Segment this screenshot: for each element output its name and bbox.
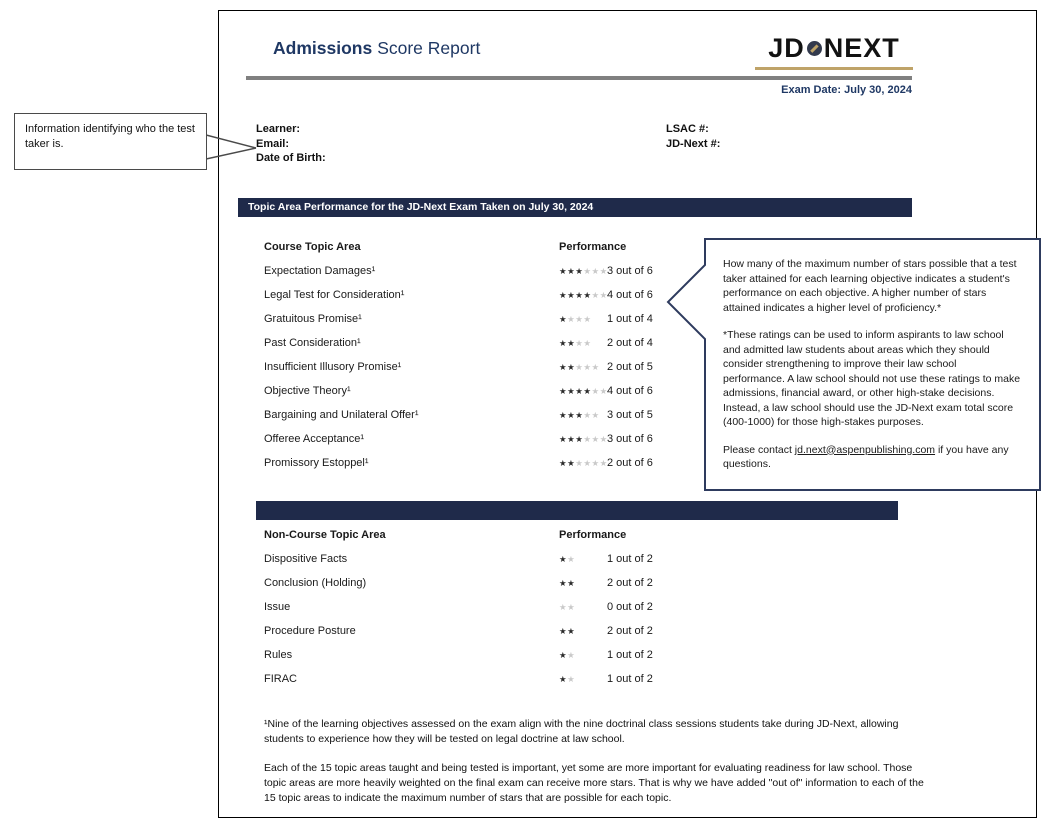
score-label: 1 out of 2 bbox=[607, 673, 653, 685]
star-rating: ★★ bbox=[559, 673, 576, 684]
topic-label: Issue bbox=[264, 601, 291, 613]
table-row bbox=[264, 667, 884, 691]
topic-performance-section-bar: Topic Area Performance for the JD-Next Exam Taken on July 30, 2024 bbox=[238, 198, 912, 217]
score-label: 1 out of 2 bbox=[607, 553, 653, 565]
star-rating: ★★ bbox=[559, 553, 576, 564]
star-rating: ★★ bbox=[559, 649, 576, 660]
header-divider-rule bbox=[246, 76, 912, 80]
score-label: 3 out of 5 bbox=[607, 409, 653, 421]
score-label: 0 out of 2 bbox=[607, 601, 653, 613]
topic-label: Expectation Damages¹ bbox=[264, 265, 376, 277]
footnote-2: Each of the 15 topic areas taught and being tested is important, yet some are more important for evaluating readiness for law school. Those topic areas are more heavily weighted on the final exam can receive more stars. That is why we have added "out of" information to each of the 15 topic areas to indicate the maximum number of stars that are possible for each topic. bbox=[264, 762, 924, 804]
contact-text-post: if you have any questions. bbox=[723, 443, 1009, 470]
score-label: 4 out of 6 bbox=[607, 385, 653, 397]
score-label: 2 out of 5 bbox=[607, 361, 653, 373]
learner-field-block bbox=[256, 122, 326, 166]
footnotes bbox=[264, 717, 924, 820]
star-rating: ★★★★★★ bbox=[559, 433, 608, 444]
non-course-topic-table bbox=[264, 523, 884, 691]
page-title-bold: Admissions bbox=[273, 38, 373, 58]
topic-label: FIRAC bbox=[264, 673, 297, 685]
star-rating: ★★★★★★ bbox=[559, 289, 608, 300]
jdnext-number-label: JD-Next #: bbox=[666, 137, 721, 150]
identity-callout bbox=[14, 113, 207, 170]
non-course-section-bar bbox=[256, 501, 898, 520]
topic-label: Procedure Posture bbox=[264, 625, 356, 637]
logo-jd-text: JD bbox=[768, 33, 805, 63]
topic-label: Legal Test for Consideration¹ bbox=[264, 289, 405, 301]
table-row bbox=[264, 643, 884, 667]
id-field-block bbox=[666, 122, 720, 151]
learner-label: Learner: bbox=[256, 123, 301, 135]
jdnext-compass-icon bbox=[807, 41, 822, 56]
stars-callout-paragraph-1: How many of the maximum number of stars possible that a test taker attained for each learning objective indicates a student's performance on each objective. A higher number of stars attained indicates a higher level of proficiency.* bbox=[723, 258, 1017, 314]
table-row bbox=[264, 619, 884, 643]
jdnext-logo bbox=[755, 35, 913, 70]
topic-label: Dispositive Facts bbox=[264, 553, 348, 565]
table-row bbox=[264, 571, 884, 595]
star-rating: ★★★★★★ bbox=[559, 265, 608, 276]
dob-label: Date of Birth: bbox=[256, 152, 326, 164]
identity-callout-pointer bbox=[206, 126, 260, 170]
star-rating: ★★ bbox=[559, 577, 576, 588]
stars-callout-paragraph-2: *These ratings can be used to inform aspirants to law school and admitted law students about areas which they should consider strengthening to improve their law school performance. A law school should not use these ratings to make admissions, financial award, or other high-stake decisions. Instead, a law school should use the JD-Next exam total score (400-1000) for those high-stakes purposes. bbox=[723, 329, 1021, 428]
lsac-number-label: LSAC #: bbox=[666, 123, 709, 135]
stars-callout-text bbox=[723, 257, 1021, 485]
topic-label: Insufficient Illusory Promise¹ bbox=[264, 361, 402, 373]
identity-callout-text: Information identifying who the test taker is. bbox=[25, 123, 195, 150]
topic-label: Gratuitous Promise¹ bbox=[264, 313, 362, 325]
score-label: 2 out of 6 bbox=[607, 457, 653, 469]
topic-label: Offeree Acceptance¹ bbox=[264, 433, 365, 445]
score-label: 2 out of 2 bbox=[607, 625, 653, 637]
star-rating: ★★★★ bbox=[559, 337, 592, 348]
score-label: 3 out of 6 bbox=[607, 265, 653, 277]
table-row bbox=[264, 547, 884, 571]
topic-label: Objective Theory¹ bbox=[264, 385, 351, 397]
star-rating: ★★★★ bbox=[559, 313, 592, 324]
stars-callout-paragraph-3 bbox=[723, 443, 1021, 472]
star-rating: ★★★★★★ bbox=[559, 457, 608, 468]
topic-label: Rules bbox=[264, 649, 293, 661]
topic-label: Bargaining and Unilateral Offer¹ bbox=[264, 409, 419, 421]
stars-explanation-callout bbox=[666, 238, 1042, 492]
score-label: 2 out of 2 bbox=[607, 577, 653, 589]
contact-text-pre: Please contact bbox=[723, 443, 795, 456]
table-header-row bbox=[264, 523, 884, 547]
column-header-topic: Course Topic Area bbox=[264, 241, 361, 253]
star-rating: ★★ bbox=[559, 601, 576, 612]
column-header-topic: Non-Course Topic Area bbox=[264, 529, 386, 541]
column-header-performance: Performance bbox=[559, 241, 627, 253]
score-label: 1 out of 4 bbox=[607, 313, 653, 325]
logo-gold-underline bbox=[755, 67, 913, 70]
page-title-rest: Score Report bbox=[377, 38, 481, 58]
contact-email-link[interactable]: jd.next@aspenpublishing.com bbox=[794, 443, 936, 456]
logo-next-text: NEXT bbox=[823, 33, 900, 63]
report-page bbox=[218, 10, 1037, 818]
topic-label: Conclusion (Holding) bbox=[264, 577, 367, 589]
topic-label: Past Consideration¹ bbox=[264, 337, 361, 349]
score-label: 4 out of 6 bbox=[607, 289, 653, 301]
score-label: 1 out of 2 bbox=[607, 649, 653, 661]
star-rating: ★★ bbox=[559, 625, 576, 636]
star-rating: ★★★★★★ bbox=[559, 385, 608, 396]
email-label: Email: bbox=[256, 137, 290, 150]
score-label: 3 out of 6 bbox=[607, 433, 653, 445]
footnote-1: ¹Nine of the learning objectives assessed on the exam align with the nine doctrinal class sessions students take during JD-Next, allowing students to experience how they will be tested on legal doctrine at law school. bbox=[264, 718, 899, 745]
column-header-performance: Performance bbox=[559, 529, 627, 541]
star-rating: ★★★★★ bbox=[559, 409, 600, 420]
exam-date-label: Exam Date: July 30, 2024 bbox=[781, 84, 912, 96]
topic-label: Promissory Estoppel¹ bbox=[264, 457, 369, 469]
page-title bbox=[273, 38, 480, 59]
table-row bbox=[264, 595, 884, 619]
star-rating: ★★★★★ bbox=[559, 361, 600, 372]
score-label: 2 out of 4 bbox=[607, 337, 653, 349]
